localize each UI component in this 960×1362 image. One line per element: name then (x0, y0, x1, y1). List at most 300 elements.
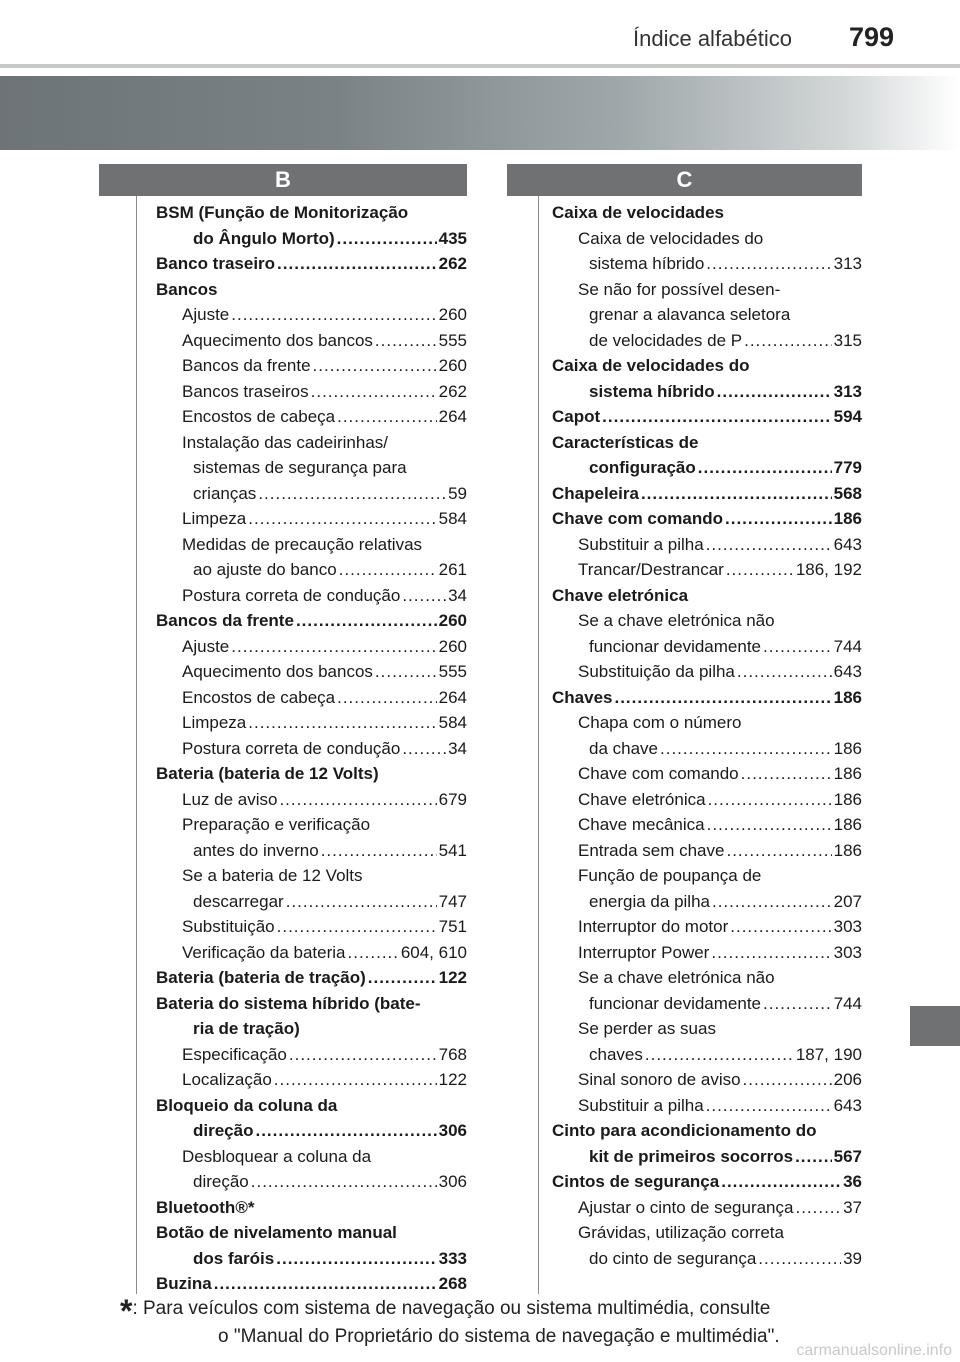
dot-leader (744, 328, 832, 354)
dot-leader (231, 302, 436, 328)
entry-page: 306 (438, 1121, 467, 1140)
dot-leader (368, 965, 437, 991)
entry-page: 306 (438, 1172, 467, 1191)
entry-text: crianças (193, 483, 257, 503)
index-entry (156, 430, 467, 456)
index-entry (552, 404, 862, 430)
dot-leader (255, 1118, 436, 1144)
dot-leader (231, 634, 436, 660)
dot-leader (707, 812, 832, 838)
entry-page: 315 (833, 330, 862, 350)
index-entry (156, 812, 467, 838)
index-column-c (552, 200, 862, 1271)
entry-text: Preparação e verificação (182, 815, 371, 834)
entry-text: Postura correta de condução (182, 585, 401, 605)
dot-leader (795, 1195, 841, 1221)
entry-text: de velocidades de P (589, 330, 743, 350)
entry-text: Bancos traseiros (182, 381, 309, 401)
index-entry (156, 634, 467, 660)
entry-text: funcionar devidamente (589, 636, 762, 656)
entry-text: Limpeza (182, 509, 247, 528)
dot-leader (311, 379, 437, 405)
entry-page: 567 (833, 1146, 862, 1166)
entry-page: 260 (438, 636, 467, 656)
entry-text: sistema híbrido (589, 254, 705, 273)
dot-leader (721, 1169, 841, 1195)
dot-leader (277, 251, 437, 277)
dot-leader (337, 226, 437, 252)
index-entry (156, 1118, 467, 1144)
index-entry (156, 226, 467, 252)
dot-leader (313, 353, 437, 379)
index-entry (552, 455, 862, 481)
entry-page: 568 (833, 483, 862, 503)
entry-text: Chave mecânica (578, 815, 705, 834)
entry-page: 122 (438, 968, 467, 987)
entry-text: Se a bateria de 12 Volts (182, 866, 363, 885)
entry-page: 260 (438, 305, 467, 324)
index-entry (156, 838, 467, 864)
chapter-tab (910, 1006, 960, 1046)
entry-text: direção (193, 1172, 249, 1191)
entry-text: Verificação da bateria (182, 942, 346, 962)
entry-text: Capot (552, 407, 601, 426)
dot-leader (730, 914, 831, 940)
dot-leader (248, 710, 436, 736)
entry-page: 268 (438, 1274, 467, 1293)
entry-text: Cinto para acondicionamento do (552, 1121, 817, 1140)
entry-page: 260 (438, 356, 467, 375)
dot-leader (641, 481, 832, 507)
entry-text: Chave eletrónica (578, 789, 706, 809)
entry-page: 643 (833, 1095, 862, 1115)
index-entry (552, 761, 862, 787)
index-entry (552, 965, 862, 991)
entry-page: 186 (833, 789, 862, 809)
entry-text: Ajuste (182, 305, 230, 324)
index-entry (156, 1067, 467, 1093)
page-title: Índice alfabético (633, 26, 792, 51)
dot-leader (741, 761, 832, 787)
dot-leader (726, 557, 794, 583)
index-entry (156, 685, 467, 711)
index-entry (552, 328, 862, 354)
header-divider (0, 64, 960, 68)
dot-leader (375, 659, 437, 685)
dot-leader (279, 787, 436, 813)
entry-page: 207 (833, 891, 862, 911)
section-header-b: B (99, 164, 467, 196)
entry-page: 262 (438, 254, 467, 273)
index-entry (552, 863, 862, 889)
dot-leader (645, 1042, 794, 1068)
dot-leader (251, 1169, 437, 1195)
entry-page: 435 (438, 228, 467, 248)
index-entry (552, 812, 862, 838)
entry-page: 262 (438, 381, 467, 401)
dot-leader (795, 1144, 832, 1170)
entry-text: Se a chave eletrónica não (578, 968, 775, 987)
entry-page: 34 (448, 585, 467, 605)
index-entry (156, 863, 467, 889)
entry-text: Chaves (552, 687, 613, 707)
entry-page: 751 (438, 917, 467, 936)
dot-leader (296, 608, 437, 634)
entry-text: Substituir a pilha (578, 1095, 704, 1115)
index-entry (552, 1118, 862, 1144)
entry-page: 186 (833, 687, 862, 707)
entry-page: 744 (833, 636, 862, 656)
entry-text: Bancos (156, 279, 218, 299)
index-entry (156, 200, 467, 226)
entry-text: do Ângulo Morto) (193, 228, 335, 248)
dot-leader (698, 455, 832, 481)
entry-text: Substituição (182, 917, 275, 936)
entry-text: grenar a alavanca seletora (589, 305, 791, 324)
entry-text: sistema híbrido (589, 381, 715, 401)
index-entry (156, 583, 467, 609)
index-entry (156, 455, 467, 481)
entry-page: 36 (843, 1172, 862, 1191)
entry-page: 679 (438, 789, 467, 809)
dot-leader (726, 838, 831, 864)
entry-text: Substituição da pilha (578, 662, 735, 681)
entry-page: 37 (843, 1197, 862, 1217)
index-entry (552, 481, 862, 507)
index-entry (552, 277, 862, 303)
entry-page: 59 (448, 483, 467, 503)
entry-text: Bloqueio da coluna da (156, 1095, 338, 1115)
index-entry (156, 302, 467, 328)
page-header (0, 0, 960, 64)
entry-page: 779 (833, 458, 862, 477)
footnote (120, 1293, 862, 1350)
index-entry (156, 1144, 467, 1170)
entry-page: 584 (438, 713, 467, 732)
entry-text: Caixa de velocidades (552, 203, 724, 222)
dot-leader (402, 583, 446, 609)
dot-leader (321, 838, 437, 864)
index-entry (552, 302, 862, 328)
index-entry (156, 1220, 467, 1246)
entry-page: 744 (833, 993, 862, 1013)
entry-text: Ajuste (182, 636, 230, 656)
entry-page: 206 (833, 1070, 862, 1089)
dot-leader (277, 914, 437, 940)
entry-text: Função de poupança de (578, 866, 762, 885)
index-entry (552, 506, 862, 532)
entry-page: 261 (438, 560, 467, 579)
dot-leader (286, 889, 437, 915)
dot-leader (758, 1246, 841, 1272)
entry-text: Se perder as suas (578, 1019, 716, 1038)
dot-leader (248, 506, 436, 532)
entry-text: Bateria (bateria de tração) (156, 968, 366, 987)
entry-text: Chave com comando (578, 764, 739, 783)
index-entry (552, 634, 862, 660)
index-entry (552, 685, 862, 711)
index-entry (552, 353, 862, 379)
entry-page: 555 (438, 330, 467, 350)
footnote-marker: * (120, 1293, 133, 1329)
entry-text: Caixa de velocidades do (578, 228, 764, 248)
entry-text: ria de tração) (193, 1019, 300, 1038)
column-rule-c (538, 196, 539, 1294)
entry-text: Luz de aviso (182, 789, 278, 809)
entry-text: Botão de nivelamento manual (156, 1223, 397, 1242)
index-entry (156, 506, 467, 532)
entry-text: Interruptor do motor (578, 917, 729, 936)
watermark: carmanualsonline.info (796, 1342, 952, 1359)
dot-leader (711, 940, 831, 966)
entry-text: Bancos da frente (182, 356, 311, 375)
entry-page: 186, 192 (795, 560, 862, 579)
entry-text: Encostos de cabeça (182, 687, 336, 707)
entry-text: Instalação das cadeirinhas/ (182, 432, 389, 452)
index-entry (156, 914, 467, 940)
index-entry (156, 608, 467, 634)
index-entry (156, 889, 467, 915)
index-entry (552, 379, 862, 405)
index-entry (552, 430, 862, 456)
index-entry (552, 226, 862, 252)
index-entry (156, 940, 467, 966)
dot-leader (725, 506, 832, 532)
entry-text: Localização (182, 1070, 272, 1089)
entry-page: 643 (833, 662, 862, 681)
entry-page: 303 (833, 917, 862, 936)
entry-page: 643 (833, 534, 862, 554)
entry-text: Medidas de precaução relativas (182, 534, 423, 554)
entry-page: 333 (438, 1248, 467, 1268)
dot-leader (214, 1271, 437, 1297)
entry-page: 186 (833, 738, 862, 758)
index-entry (156, 1042, 467, 1068)
index-entry (552, 659, 862, 685)
entry-text: kit de primeiros socorros (589, 1146, 794, 1166)
entry-text: Encostos de cabeça (182, 407, 336, 426)
entry-text: BSM (Função de Monitorização (156, 203, 409, 222)
entry-text: Buzina (156, 1274, 212, 1293)
dot-leader (258, 481, 446, 507)
dot-leader (614, 685, 831, 711)
entry-page: 604, 610 (400, 942, 467, 962)
dot-leader (706, 1093, 832, 1119)
entry-page: 594 (833, 407, 862, 426)
entry-text: direção (193, 1121, 254, 1140)
index-entry (156, 1169, 467, 1195)
dot-leader (402, 736, 446, 762)
dot-leader (276, 1246, 436, 1272)
entry-text: Chapeleira (552, 483, 639, 503)
dot-leader (743, 1067, 832, 1093)
dot-leader (712, 889, 832, 915)
entry-page: 39 (843, 1248, 862, 1268)
entry-text: do cinto de segurança (589, 1248, 757, 1268)
entry-text: Chave com comando (552, 509, 723, 528)
entry-text: sistemas de segurança para (193, 458, 407, 477)
index-entry (552, 1195, 862, 1221)
footnote-line-1 (120, 1293, 862, 1329)
index-entry (156, 1016, 467, 1042)
entry-text: Sinal sonoro de aviso (578, 1070, 741, 1089)
index-entry (552, 940, 862, 966)
entry-text: Se não for possível desen- (578, 279, 781, 299)
entry-page: 313 (833, 254, 862, 273)
dot-leader (339, 557, 437, 583)
index-entry (156, 481, 467, 507)
entry-text: Substituir a pilha (578, 534, 704, 554)
dot-leader (717, 379, 832, 405)
entry-text: Chapa com o número (578, 713, 742, 732)
index-entry (552, 1144, 862, 1170)
index-entry (552, 1067, 862, 1093)
index-entry (156, 761, 467, 787)
entry-text: descarregar (193, 891, 284, 911)
index-entry (552, 1016, 862, 1042)
entry-text: Caixa de velocidades do (552, 356, 750, 375)
entry-page: 34 (448, 738, 467, 758)
entry-text: ao ajuste do banco (193, 560, 337, 579)
column-rule-b (136, 196, 137, 1294)
entry-page: 186 (833, 840, 862, 860)
entry-text: chaves (589, 1044, 643, 1064)
index-entry (552, 889, 862, 915)
entry-text: Bluetooth®* (156, 1197, 255, 1217)
entry-page: 186 (833, 815, 862, 834)
index-entry (552, 991, 862, 1017)
entry-page: 313 (833, 381, 862, 401)
entry-page: 584 (438, 509, 467, 528)
index-entry (156, 404, 467, 430)
dot-leader (708, 787, 832, 813)
index-entry (552, 1246, 862, 1272)
index-entry (156, 1093, 467, 1119)
index-entry (552, 200, 862, 226)
entry-text: Entrada sem chave (578, 840, 725, 860)
dot-leader (660, 736, 832, 762)
entry-text: da chave (589, 738, 658, 758)
entry-text: Especificação (182, 1044, 287, 1064)
entry-text: Características de (552, 432, 699, 452)
dot-leader (348, 940, 399, 966)
entry-text: funcionar devidamente (589, 993, 762, 1013)
footnote-line-2: o "Manual do Proprietário do sistema de navegação e multimédia". (218, 1326, 780, 1347)
index-entry (156, 1246, 467, 1272)
entry-text: Bancos da frente (156, 611, 294, 630)
entry-text: antes do inverno (193, 840, 319, 860)
index-entry (552, 787, 862, 813)
entry-text: Cintos de segurança (552, 1172, 720, 1191)
index-entry (552, 251, 862, 277)
section-header-c: C (507, 164, 862, 196)
entry-text: Aquecimento dos bancos (182, 330, 373, 350)
dot-leader (337, 685, 437, 711)
index-entry (552, 557, 862, 583)
entry-text: Bateria (bateria de 12 Volts) (156, 764, 379, 783)
dot-leader (289, 1042, 437, 1068)
index-entry (552, 1093, 862, 1119)
index-entry (552, 1220, 862, 1246)
decorative-banner (0, 76, 960, 150)
index-entry (156, 1195, 467, 1221)
dot-leader (706, 532, 832, 558)
entry-text: Ajustar o cinto de segurança (578, 1197, 794, 1217)
dot-leader (274, 1067, 437, 1093)
index-entry (552, 1169, 862, 1195)
index-entry (156, 710, 467, 736)
index-entry (552, 710, 862, 736)
index-entry (552, 583, 862, 609)
entry-page: 541 (438, 840, 467, 860)
dot-leader (737, 659, 832, 685)
index-entry (156, 277, 467, 303)
footnote-text-1: : Para veículos com sistema de navegação ou sistema multimédia, consulte (132, 1298, 771, 1319)
index-entry (156, 965, 467, 991)
entry-text: Desbloquear a coluna da (182, 1146, 372, 1166)
entry-text: energia da pilha (589, 891, 710, 911)
dot-leader (763, 634, 832, 660)
entry-page: 187, 190 (795, 1044, 862, 1064)
entry-text: Trancar/Destrancar (578, 560, 724, 579)
index-entry (552, 914, 862, 940)
index-entry (156, 659, 467, 685)
index-entry (156, 251, 467, 277)
entry-page: 264 (438, 407, 467, 426)
entry-page: 768 (438, 1044, 467, 1064)
index-entry (156, 1271, 467, 1297)
index-entry (552, 838, 862, 864)
dot-leader (763, 991, 832, 1017)
entry-page: 303 (833, 942, 862, 962)
entry-text: dos faróis (193, 1248, 275, 1268)
entry-page: 747 (438, 891, 467, 911)
entry-text: Banco traseiro (156, 254, 276, 273)
index-entry (156, 353, 467, 379)
index-entry (552, 736, 862, 762)
index-entry (552, 608, 862, 634)
index-entry (156, 328, 467, 354)
dot-leader (602, 404, 831, 430)
entry-text: configuração (589, 458, 696, 477)
entry-text: Interruptor Power (578, 942, 710, 962)
index-entry (156, 557, 467, 583)
entry-page: 264 (438, 687, 467, 707)
entry-text: Postura correta de condução (182, 738, 401, 758)
index-column-b (156, 200, 467, 1297)
entry-page: 122 (438, 1070, 467, 1089)
entry-page: 186 (833, 509, 862, 528)
entry-page: 555 (438, 662, 467, 681)
index-entry (156, 991, 467, 1017)
entry-text: Chave eletrónica (552, 585, 689, 605)
entry-text: Se a chave eletrónica não (578, 611, 775, 630)
index-entry (552, 532, 862, 558)
dot-leader (337, 404, 437, 430)
entry-text: Bateria do sistema híbrido (bate- (156, 993, 421, 1013)
index-entry (156, 787, 467, 813)
dot-leader (375, 328, 437, 354)
entry-text: Grávidas, utilização correta (578, 1223, 784, 1242)
entry-text: Limpeza (182, 713, 247, 732)
dot-leader (706, 251, 831, 277)
index-entry (156, 532, 467, 558)
index-entry (552, 1042, 862, 1068)
entry-page: 186 (833, 764, 862, 783)
entry-text: Aquecimento dos bancos (182, 662, 373, 681)
entry-page: 260 (438, 611, 467, 630)
index-entry (156, 736, 467, 762)
